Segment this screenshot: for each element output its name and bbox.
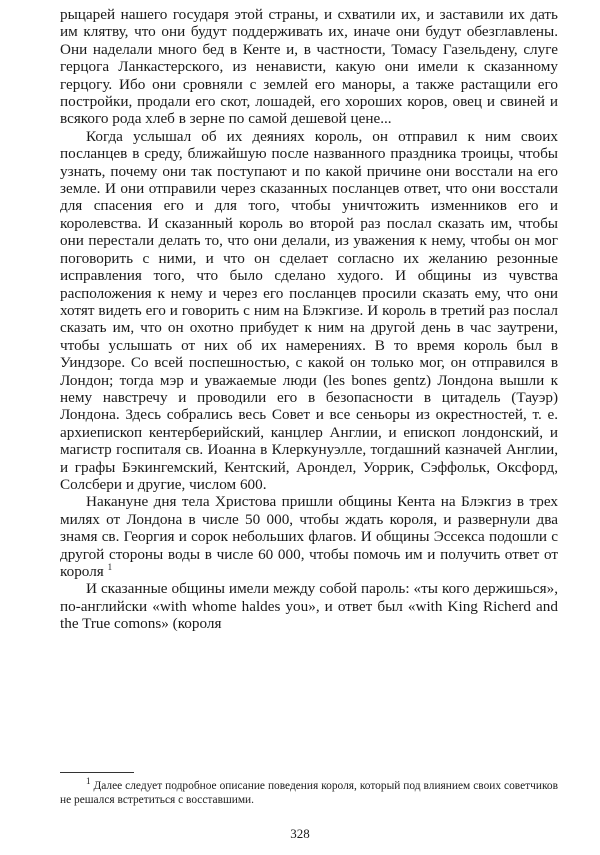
footnote-reference: 1 — [107, 561, 113, 572]
paragraph-4: И сказанные общины имели между собой пароль: «ты кого держишься», по-английски «with whome haldes you», и ответ был «with King Richerd and the True comons» (короля — [60, 580, 558, 633]
paragraph-1: рыцарей нашего государя этой страны, и схватили их, и заставили их дать им клятву, что они будут поддерживать их, иначе они будут обезглавлены. Они наделали много бед в Кенте и, в частности, Томасу Газельдену, слуге герцога Ланкастерского, из ненависти, какую они имели к сказанному герцогу. Ибо они сровняли с землей его маноры, а также растащили его постройки, продали его скот, лошадей, его хороших коров, овец и свиней и всякого рода хлеб в зерне по самой дешевой цене... — [60, 6, 558, 128]
paragraph-3 — [60, 493, 558, 580]
footnote-text: Далее следует подробное описание поведения короля, который под влиянием своих советчиков не решался встретиться с восставшими. — [60, 780, 558, 806]
footnote — [60, 776, 558, 807]
footnote-divider — [60, 772, 134, 773]
footnote-marker: 1 — [86, 776, 91, 787]
page-number: 328 — [290, 826, 310, 841]
paragraph-3-text: Накануне дня тела Христова пришли общины Кента на Блэкгиз в трех милях от Лондона в числе 50 000, чтобы ждать короля, и развернули два знамя св. Георгия и сорок небольших флагов. И общины Эссекса подошли с другой стороны воды в числе 60 000, чтобы помочь им и получить ответ от короля — [60, 493, 558, 580]
paragraph-2: Когда услышал об их деяниях король, он отправил к ним своих посланцев в среду, ближайшую после названного праздника троицы, чтобы узнать, почему они так поступают и по какой причине они восстали на его земле. И они отправили через сказанных посланцев ответ, что они восстали для спасения его и для того, чтобы уничтожить изменников его и королевства. И сказанный король во второй раз послал сказать им, чтобы они перестали делать то, что они делали, из уважения к нему, чтобы он мог поговорить с ними, и что он сделает согласно их желанию резонные исправления того, что было сделано худого. И общины из чувства расположения к нему и через его посланцев просили сказать ему, что они хотят видеть его и говорить с ним на Блэкгизе. И король в третий раз послал сказать им, что он охотно прибудет к ним на другой день в час заутрени, чтобы услышать от них об их намерениях. В то время король был в Уиндзоре. Со всей поспешностью, с какой он только мог, он отправился в Лондон; тогда мэр и уважаемые люди (les bones gentz) Лондона вышли к нему навстречу и проводили его в безопасности в цитадель (Тауэр) Лондона. Здесь собрались весь Совет и все сеньоры из окрестностей, т. е. архиепископ кентерберийский, канцлер Англии, и епископ лондонский, и магистр госпиталя св. Иоанна в Клеркунуэлле, тогдашний казначей Англии, и графы Бэкингемский, Кентский, Арондел, Уоррик, Сэффольк, Оксфорд, Солсбери и другие, числом 600. — [60, 127, 558, 493]
main-text — [60, 6, 558, 633]
